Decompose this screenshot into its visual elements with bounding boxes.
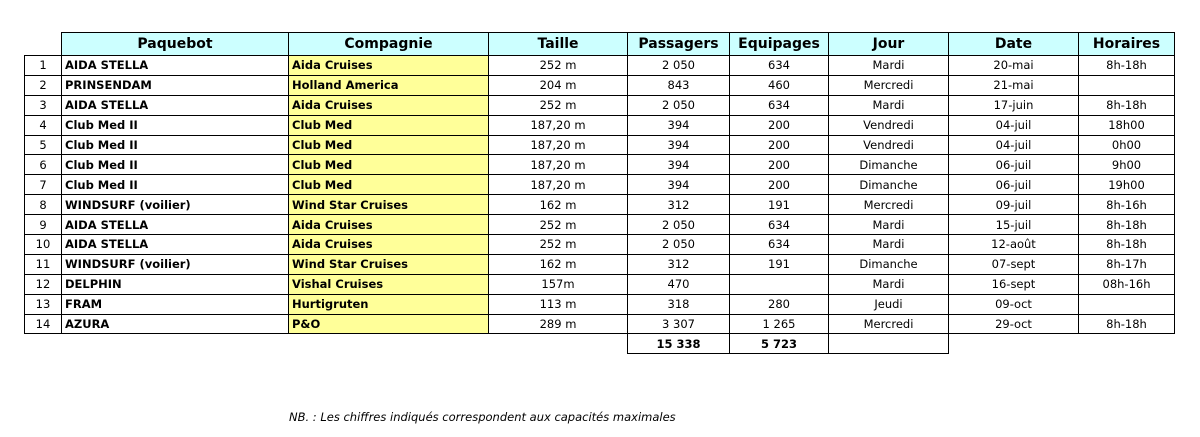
cell-compagnie: Wind Star Cruises — [289, 254, 489, 274]
cell-date: 07-sept — [949, 254, 1079, 274]
cell-compagnie: Club Med — [289, 175, 489, 195]
cell-taille: 252 m — [489, 56, 628, 76]
cell-horaires — [1079, 294, 1175, 314]
cell-taille: 289 m — [489, 314, 628, 334]
cell-equipages: 1 265 — [730, 314, 829, 334]
row-number: 2 — [25, 75, 62, 95]
cell-passagers: 394 — [628, 175, 730, 195]
cell-passagers: 843 — [628, 75, 730, 95]
cell-compagnie: Aida Cruises — [289, 235, 489, 255]
footnote: NB. : Les chiffres indiqués correspondent aux capacités maximales — [289, 410, 676, 424]
table-row — [25, 115, 1175, 135]
cell-equipages: 191 — [730, 195, 829, 215]
header-equipages: Equipages — [730, 33, 829, 56]
cell-jour: Mercredi — [829, 195, 949, 215]
table-row — [25, 95, 1175, 115]
cell-paquebot: AZURA — [62, 314, 289, 334]
cell-taille: 162 m — [489, 195, 628, 215]
cell-horaires: 8h-18h — [1079, 215, 1175, 235]
table-row — [25, 135, 1175, 155]
table-row — [25, 215, 1175, 235]
cell-jour: Mardi — [829, 235, 949, 255]
row-number: 12 — [25, 274, 62, 294]
cell-compagnie: Club Med — [289, 135, 489, 155]
cell-date: 17-juin — [949, 95, 1079, 115]
cell-date: 15-juil — [949, 215, 1079, 235]
cell-jour: Jeudi — [829, 294, 949, 314]
cell-compagnie: Hurtigruten — [289, 294, 489, 314]
cell-compagnie: Holland America — [289, 75, 489, 95]
cell-equipages: 200 — [730, 175, 829, 195]
row-number: 14 — [25, 314, 62, 334]
cell-date: 06-juil — [949, 175, 1079, 195]
cell-paquebot: DELPHIN — [62, 274, 289, 294]
cell-passagers: 394 — [628, 155, 730, 175]
cell-compagnie: Club Med — [289, 115, 489, 135]
cell-taille: 113 m — [489, 294, 628, 314]
header-jour: Jour — [829, 33, 949, 56]
cell-horaires: 18h00 — [1079, 115, 1175, 135]
cell-passagers: 3 307 — [628, 314, 730, 334]
cell-jour: Dimanche — [829, 175, 949, 195]
cell-paquebot: WINDSURF (voilier) — [62, 195, 289, 215]
totals-row — [25, 334, 1175, 354]
header-blank-cell — [25, 33, 62, 56]
cell-date: 09-juil — [949, 195, 1079, 215]
table-row — [25, 195, 1175, 215]
header-date: Date — [949, 33, 1079, 56]
cell-taille: 252 m — [489, 235, 628, 255]
header-passagers: Passagers — [628, 33, 730, 56]
header-paquebot: Paquebot — [62, 33, 289, 56]
cell-compagnie: P&O — [289, 314, 489, 334]
cell-jour: Mardi — [829, 215, 949, 235]
header-taille: Taille — [489, 33, 628, 56]
cell-horaires: 8h-18h — [1079, 314, 1175, 334]
table-body — [25, 56, 1175, 334]
cell-taille: 157m — [489, 274, 628, 294]
row-number: 7 — [25, 175, 62, 195]
total-jour-empty — [829, 334, 949, 354]
cell-horaires: 19h00 — [1079, 175, 1175, 195]
cell-date: 16-sept — [949, 274, 1079, 294]
cell-passagers: 394 — [628, 115, 730, 135]
cell-equipages: 634 — [730, 95, 829, 115]
cell-paquebot: AIDA STELLA — [62, 95, 289, 115]
cell-date: 04-juil — [949, 115, 1079, 135]
cell-taille: 252 m — [489, 215, 628, 235]
cell-equipages: 634 — [730, 215, 829, 235]
cell-paquebot: WINDSURF (voilier) — [62, 254, 289, 274]
cell-passagers: 2 050 — [628, 215, 730, 235]
cell-taille: 187,20 m — [489, 155, 628, 175]
row-number: 8 — [25, 195, 62, 215]
cell-paquebot: Club Med II — [62, 115, 289, 135]
cell-horaires: 8h-18h — [1079, 235, 1175, 255]
cell-passagers: 2 050 — [628, 95, 730, 115]
cell-equipages: 191 — [730, 254, 829, 274]
table-row — [25, 294, 1175, 314]
cell-date: 04-juil — [949, 135, 1079, 155]
row-number: 1 — [25, 56, 62, 76]
cell-jour: Dimanche — [829, 254, 949, 274]
cell-equipages: 460 — [730, 75, 829, 95]
cell-equipages — [730, 274, 829, 294]
table-row — [25, 274, 1175, 294]
cell-jour: Mardi — [829, 274, 949, 294]
cell-taille: 204 m — [489, 75, 628, 95]
cell-paquebot: AIDA STELLA — [62, 235, 289, 255]
cell-horaires — [1079, 75, 1175, 95]
cell-paquebot: AIDA STELLA — [62, 56, 289, 76]
cell-horaires: 8h-18h — [1079, 56, 1175, 76]
cell-date: 21-mai — [949, 75, 1079, 95]
cell-compagnie: Aida Cruises — [289, 56, 489, 76]
cell-jour: Mardi — [829, 56, 949, 76]
cell-compagnie: Aida Cruises — [289, 95, 489, 115]
cell-equipages: 200 — [730, 155, 829, 175]
row-number: 3 — [25, 95, 62, 115]
cell-taille: 252 m — [489, 95, 628, 115]
cell-horaires: 8h-18h — [1079, 95, 1175, 115]
cell-taille: 187,20 m — [489, 175, 628, 195]
table-row — [25, 175, 1175, 195]
row-number: 9 — [25, 215, 62, 235]
cell-horaires: 0h00 — [1079, 135, 1175, 155]
table-row — [25, 254, 1175, 274]
row-number: 5 — [25, 135, 62, 155]
cell-horaires: 08h-16h — [1079, 274, 1175, 294]
cell-date: 12-août — [949, 235, 1079, 255]
table-row — [25, 235, 1175, 255]
cell-paquebot: Club Med II — [62, 155, 289, 175]
total-equipages: 5 723 — [730, 334, 829, 354]
table-row — [25, 314, 1175, 334]
cell-paquebot: FRAM — [62, 294, 289, 314]
cell-paquebot: Club Med II — [62, 175, 289, 195]
row-number: 10 — [25, 235, 62, 255]
cell-passagers: 312 — [628, 195, 730, 215]
row-number: 4 — [25, 115, 62, 135]
table-row — [25, 75, 1175, 95]
cell-jour: Vendredi — [829, 135, 949, 155]
cell-horaires: 9h00 — [1079, 155, 1175, 175]
row-number: 13 — [25, 294, 62, 314]
cell-compagnie: Aida Cruises — [289, 215, 489, 235]
cell-date: 20-mai — [949, 56, 1079, 76]
cell-taille: 187,20 m — [489, 115, 628, 135]
cell-passagers: 318 — [628, 294, 730, 314]
cruise-schedule-table — [24, 32, 1175, 354]
cell-compagnie: Club Med — [289, 155, 489, 175]
cell-jour: Mercredi — [829, 75, 949, 95]
cell-taille: 187,20 m — [489, 135, 628, 155]
cell-taille: 162 m — [489, 254, 628, 274]
cell-paquebot: Club Med II — [62, 135, 289, 155]
cell-compagnie: Vishal Cruises — [289, 274, 489, 294]
header-compagnie: Compagnie — [289, 33, 489, 56]
cell-equipages: 634 — [730, 56, 829, 76]
cell-paquebot: PRINSENDAM — [62, 75, 289, 95]
table-row — [25, 155, 1175, 175]
cell-date: 29-oct — [949, 314, 1079, 334]
header-horaires: Horaires — [1079, 33, 1175, 56]
cell-horaires: 8h-16h — [1079, 195, 1175, 215]
table-row — [25, 56, 1175, 76]
cell-paquebot: AIDA STELLA — [62, 215, 289, 235]
cell-jour: Dimanche — [829, 155, 949, 175]
row-number: 11 — [25, 254, 62, 274]
cell-equipages: 634 — [730, 235, 829, 255]
cell-horaires: 8h-17h — [1079, 254, 1175, 274]
cell-date: 09-oct — [949, 294, 1079, 314]
cell-passagers: 2 050 — [628, 235, 730, 255]
cell-jour: Vendredi — [829, 115, 949, 135]
cell-passagers: 394 — [628, 135, 730, 155]
cell-compagnie: Wind Star Cruises — [289, 195, 489, 215]
cell-passagers: 312 — [628, 254, 730, 274]
cell-equipages: 200 — [730, 115, 829, 135]
total-passagers: 15 338 — [628, 334, 730, 354]
cell-jour: Mercredi — [829, 314, 949, 334]
row-number: 6 — [25, 155, 62, 175]
cell-passagers: 470 — [628, 274, 730, 294]
header-row — [25, 33, 1175, 56]
cell-date: 06-juil — [949, 155, 1079, 175]
cell-jour: Mardi — [829, 95, 949, 115]
cell-equipages: 200 — [730, 135, 829, 155]
cell-equipages: 280 — [730, 294, 829, 314]
cell-passagers: 2 050 — [628, 56, 730, 76]
